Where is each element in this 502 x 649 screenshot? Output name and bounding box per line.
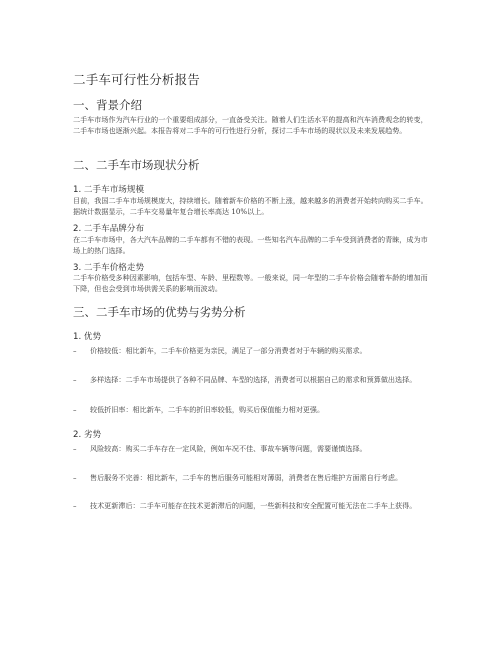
- section-1-heading: 一、背景介绍: [73, 98, 142, 112]
- section-2-heading: 二、二手车市场现状分析: [73, 158, 200, 172]
- disadvantage-text: 技术更新滞后：二手车可能存在技术更新滞后的问题，一些新科技和安全配置可能无法在二手车上获得。: [90, 501, 417, 510]
- advantage-text: 价格较低：相比新车，二手车价格更为亲民，满足了一部分消费者对于车辆的购买需求。: [90, 346, 367, 355]
- disadvantage-text: 售后服务不完善：相比新车，二手车的售后服务可能相对薄弱，消费者在售后维护方面需自行考虑。: [90, 473, 403, 482]
- list-dash: –: [73, 406, 77, 414]
- subsection-brand-heading: 2. 二手车品牌分布: [73, 224, 145, 234]
- subsection-brand-paragraph: 在二手车市场中，各大汽车品牌的二手车都有不错的表现。一些知名汽车品牌的二手车受到消费者的青睐，成为市场上的热门选择。: [73, 235, 428, 255]
- disadvantage-item: [73, 444, 426, 455]
- subsection-market-size-paragraph: 目前，我国二手车市场规模庞大，持续增长。随着新车价格的不断上涨，越来越多的消费者开始转向购买二手车。据统计数据显示，二手车交易量年复合增长率高达 10%以上。: [73, 196, 428, 216]
- advantage-item: [73, 346, 426, 357]
- list-dash: –: [73, 376, 77, 384]
- list-dash: –: [73, 347, 77, 355]
- subsection-price-paragraph: 二手车价格受多种因素影响，包括车型、车龄、里程数等。一般来说，同一年型的二手车价格会随着车龄的增加而下降，但也会受到市场供需关系的影响而波动。: [73, 273, 428, 293]
- advantage-item: [73, 375, 426, 386]
- list-dash: –: [73, 474, 77, 482]
- disadvantage-item: [73, 473, 426, 484]
- section-1-paragraph: 二手车市场作为汽车行业的一个重要组成部分，一直备受关注。随着人们生活水平的提高和汽车消费观念的转变，二手车市场也逐渐兴起。本报告将对二手车的可行性进行分析，探讨二手车市场的现状以及未来发展趋势。: [73, 115, 428, 135]
- disadvantage-item: [73, 501, 426, 512]
- subsection-market-size-heading: 1. 二手车市场规模: [73, 185, 145, 195]
- list-dash: –: [73, 445, 77, 453]
- subsection-advantages-heading: 1. 优势: [73, 332, 102, 342]
- list-dash: –: [73, 502, 77, 510]
- document-title: 二手车可行性分析报告: [73, 72, 201, 87]
- section-3-heading: 三、二手车市场的优势与劣势分析: [73, 305, 246, 319]
- disadvantage-text: 风险较高：购买二手车存在一定风险，例如车况不佳、事故车辆等问题，需要谨慎选择。: [90, 444, 367, 453]
- subsection-price-heading: 3. 二手车价格走势: [73, 263, 145, 273]
- advantage-item: [73, 405, 426, 416]
- advantage-text: 较低折旧率：相比新车，二手车的折旧率较低，购买后保值能力相对更强。: [90, 405, 325, 414]
- subsection-disadvantages-heading: 2. 劣势: [73, 430, 102, 440]
- advantage-text: 多样选择：二手车市场提供了各种不同品牌、车型的选择，消费者可以根据自己的需求和预算做出选择。: [90, 375, 417, 384]
